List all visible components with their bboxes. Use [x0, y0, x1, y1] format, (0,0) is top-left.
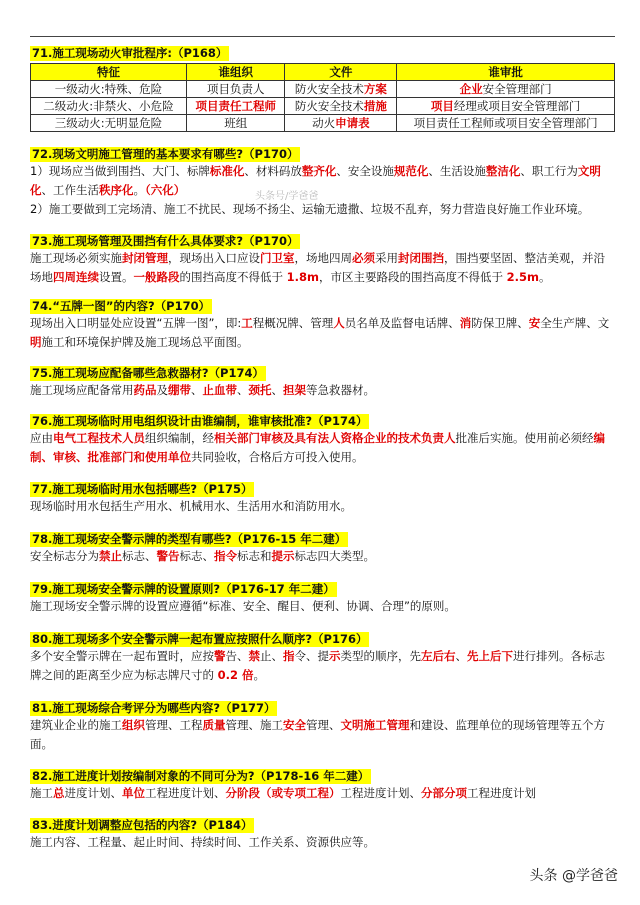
- text-segment: 1）现场应当做到围挡、大门、标牌: [30, 164, 210, 178]
- highlight-text: 申请表: [335, 116, 370, 130]
- text-segment: 、工作生活: [41, 183, 99, 197]
- highlight-text: 一般路段: [133, 270, 180, 284]
- text-segment: 工程进度计划: [467, 786, 536, 800]
- highlight-text: 门卫室: [260, 251, 295, 265]
- highlight-text: 单位: [122, 786, 145, 800]
- highlight-text: 必须: [352, 251, 375, 265]
- highlight-text: 安全: [283, 718, 306, 732]
- text-segment: 标志和: [237, 549, 272, 563]
- text-segment: 和建设、监理单位的现场管理等五个方面。: [30, 718, 605, 751]
- highlight-text: 人: [333, 316, 345, 330]
- text-segment: 安全标志分为: [30, 549, 99, 563]
- question-81-answer: [30, 716, 615, 754]
- highlight-text: 1.8m: [286, 270, 320, 284]
- table-cell: [31, 98, 187, 115]
- text-segment: 一级动火:特殊、危险: [54, 82, 163, 96]
- table-cell: [285, 115, 397, 132]
- table-row: [31, 98, 615, 115]
- text-segment: 施工和环境保护牌及施工现场总平面图。: [41, 335, 249, 349]
- answer-paragraph: [30, 547, 615, 566]
- highlight-text: 安: [528, 316, 541, 330]
- text-segment: 标志、: [122, 549, 157, 563]
- highlight-text: （六化）: [145, 183, 186, 197]
- text-segment: ，场地四周: [294, 251, 352, 265]
- highlight-text: 禁: [248, 649, 260, 663]
- text-segment: 现场出入口明显处应设置“五牌一图”，即:: [30, 316, 242, 330]
- text-segment: 、: [237, 383, 249, 397]
- text-segment: 组织编制，经: [145, 431, 214, 445]
- highlight-text: 四周连续: [53, 270, 99, 284]
- highlight-text: 止血带: [202, 383, 237, 397]
- text-segment: ，市区主要路段的围挡高度不得低于: [319, 270, 507, 284]
- top-rule: [30, 36, 615, 37]
- text-segment: 二级动火:非禁火、小危险: [43, 99, 174, 113]
- question-71-title: 71.施工现场动火审批程序:（P168）: [32, 46, 228, 60]
- table-cell: [186, 115, 285, 132]
- table-header-cell: 文件: [285, 64, 397, 81]
- answer-paragraph: [30, 716, 615, 754]
- text-segment: 设置。: [99, 270, 134, 284]
- text-segment: 批准后实施。使用前必须经: [455, 431, 594, 445]
- text-segment: 、生活设施: [428, 164, 486, 178]
- text-segment: 防火安全技术: [294, 99, 364, 113]
- text-segment: 项目负责人: [206, 82, 265, 96]
- question-74-title: 74.“五牌一图”的内容?（P170）: [32, 299, 211, 313]
- question-79: [30, 578, 615, 616]
- fire-permit-table: [30, 63, 615, 132]
- highlight-text: 0.2 倍: [217, 668, 254, 682]
- question-80: [30, 628, 615, 685]
- table-header-cell: 特征: [31, 64, 187, 81]
- text-segment: 等急救器材。: [306, 383, 375, 397]
- text-segment: 防保卫牌、: [471, 316, 529, 330]
- answer-paragraph: [30, 784, 615, 803]
- question-77: [30, 478, 615, 516]
- highlight-text: 明: [30, 335, 42, 349]
- question-80-answer: [30, 647, 615, 685]
- answer-paragraph: [30, 162, 615, 200]
- answer-paragraph: [30, 597, 615, 616]
- text-segment: 进行排列。各标志牌之间的距离至少应为标志牌尺寸的: [30, 649, 605, 682]
- highlight-text: 企业: [459, 82, 483, 96]
- question-72: [30, 143, 615, 219]
- text-segment: 员名单及监督电话牌、: [344, 316, 460, 330]
- text-segment: 施工现场应配备常用: [30, 383, 134, 397]
- text-segment: 工程进度计划、: [340, 786, 421, 800]
- answer-paragraph: [30, 497, 615, 516]
- answer-paragraph: [30, 200, 615, 219]
- table-header-cell: 谁组织: [186, 64, 285, 81]
- table-row: [31, 115, 615, 132]
- question-82: [30, 765, 615, 803]
- highlight-text: 担架: [283, 383, 306, 397]
- text-segment: 建筑业企业的施工: [30, 718, 122, 732]
- text-segment: 施工现场安全警示牌的设置应遵循“标准、安全、醒目、便利、协调、合理”的原则。: [30, 599, 456, 613]
- highlight-text: 总: [53, 786, 65, 800]
- question-76-answer: [30, 429, 615, 467]
- text-segment: 共同验收，合格后方可投入使用。: [191, 450, 364, 464]
- highlight-text: 文明化: [30, 164, 601, 197]
- text-segment: 管理、工程: [145, 718, 203, 732]
- highlight-text: 整齐化: [301, 164, 337, 178]
- text-segment: 。: [253, 668, 266, 682]
- text-segment: 。: [133, 183, 145, 197]
- highlight-text: 2.5m: [506, 270, 540, 284]
- text-segment: 管理、: [306, 718, 341, 732]
- text-segment: 、材料码放: [244, 164, 302, 178]
- highlight-text: 文明施工管理: [340, 718, 410, 732]
- answer-paragraph: [30, 647, 615, 685]
- highlight-text: 封闭管理: [122, 251, 168, 265]
- text-segment: 程概况牌、管理: [252, 316, 334, 330]
- question-82-answer: [30, 784, 615, 803]
- author-watermark: 头条 @学爸爸: [529, 868, 618, 884]
- highlight-text: 规范化: [393, 164, 429, 178]
- highlight-text: 秩序化: [99, 183, 134, 197]
- question-75-answer: [30, 381, 615, 400]
- table-cell: [285, 81, 397, 98]
- text-segment: 告、: [225, 649, 249, 663]
- text-segment: 止、: [260, 649, 283, 663]
- table-cell: [186, 98, 285, 115]
- question-78-answer: [30, 547, 615, 566]
- highlight-text: 指: [283, 649, 295, 663]
- text-segment: 的围挡高度不得低于: [179, 270, 287, 284]
- question-81-title: 81.施工现场综合考评分为哪些内容?（P177）: [32, 701, 276, 715]
- highlight-text: 分部分项: [421, 786, 467, 800]
- text-segment: 全生产牌、文: [540, 316, 610, 330]
- text-segment: 采用: [375, 251, 398, 265]
- highlight-text: 方案: [363, 82, 387, 96]
- highlight-text: 组织: [122, 718, 145, 732]
- highlight-text: 消: [459, 316, 472, 330]
- text-segment: 标志、: [179, 549, 214, 563]
- highlight-text: 封闭围挡: [398, 251, 444, 265]
- text-segment: 、: [191, 383, 203, 397]
- table-cell: [31, 81, 187, 98]
- text-segment: 、安全设施: [336, 164, 394, 178]
- text-segment: 管理、施工: [225, 718, 283, 732]
- answer-paragraph: [30, 381, 615, 400]
- highlight-text: 警: [214, 649, 226, 663]
- question-83: [30, 814, 615, 852]
- highlight-text: 相关部门审核及具有法人资格企业的技术负责人: [214, 431, 456, 445]
- text-segment: 、: [271, 383, 283, 397]
- question-83-title: 83.进度计划调整应包括的内容?（P184）: [32, 818, 253, 832]
- answer-paragraph: [30, 314, 615, 352]
- question-81: [30, 697, 615, 754]
- highlight-text: 项目责任工程师: [195, 99, 276, 113]
- text-segment: 应由: [30, 431, 53, 445]
- question-83-answer: [30, 833, 615, 852]
- question-77-title: 77.施工现场临时用水包括哪些?（P175）: [32, 482, 253, 496]
- highlight-text: 质量: [202, 718, 226, 732]
- text-segment: 标志四大类型。: [294, 549, 375, 563]
- question-73: [30, 230, 615, 287]
- question-75: [30, 362, 615, 400]
- text-segment: 及: [156, 383, 168, 397]
- question-78-title: 78.施工现场安全警示牌的类型有哪些?（P176-15 年二建）: [32, 532, 347, 546]
- text-segment: 令、提: [294, 649, 329, 663]
- text-segment: 。: [539, 270, 551, 284]
- highlight-text: 药品: [133, 383, 157, 397]
- faint-watermark: 头条号/学爸爸: [255, 191, 319, 202]
- text-segment: 工程进度计划、: [145, 786, 226, 800]
- text-segment: 动火: [312, 116, 336, 130]
- table-cell: [186, 81, 285, 98]
- question-74: [30, 295, 615, 352]
- question-79-answer: [30, 597, 615, 616]
- question-73-title: 73.施工现场管理及围挡有什么具体要求?（P170）: [32, 234, 299, 248]
- highlight-text: 措施: [363, 99, 387, 113]
- question-72-title: 72.现场文明施工管理的基本要求有哪些?（P170）: [32, 147, 299, 161]
- highlight-text: 左后右: [421, 649, 456, 663]
- text-segment: 施工内容、工程量、起止时间、持续时间、工作关系、资源供应等。: [30, 835, 375, 849]
- question-79-title: 79.施工现场安全警示牌的设置原则?（P176-17 年二建）: [32, 582, 335, 596]
- question-76: [30, 410, 615, 467]
- question-82-title: 82.施工进度计划按编制对象的不同可分为?（P178-16 年二建）: [32, 769, 370, 783]
- highlight-text: 标准化: [209, 164, 245, 178]
- answer-paragraph: [30, 249, 615, 287]
- text-segment: 进度计划、: [64, 786, 122, 800]
- text-segment: ，围挡要坚固、整洁美观，并沿场地: [30, 251, 605, 284]
- highlight-text: 分阶段（或专项工程）: [225, 786, 341, 800]
- table-cell: [31, 115, 187, 132]
- highlight-text: 整洁化: [485, 164, 521, 178]
- highlight-text: 禁止: [99, 549, 122, 563]
- text-segment: 现场临时用水包括生产用水、机械用水、生活用水和消防用水。: [30, 499, 352, 513]
- text-segment: 施工: [30, 786, 53, 800]
- text-segment: 经理或项目安全管理部门: [453, 99, 581, 113]
- table-cell: [397, 98, 615, 115]
- text-segment: 2）施工要做到工完场清、施工不扰民、现场不扬尘、运输无遗撒、垃圾不乱弃，努力营造良好施工作业环境。: [30, 202, 590, 216]
- question-76-title: 76.施工现场临时用电组织设计由谁编制，谁审核批准?（P174）: [32, 414, 368, 428]
- question-73-answer: [30, 249, 615, 287]
- highlight-text: 指令: [214, 549, 237, 563]
- text-segment: 、: [455, 649, 467, 663]
- question-80-title: 80.施工现场多个安全警示牌一起布置应按照什么顺序?（P176）: [32, 632, 368, 646]
- question-78: [30, 528, 615, 566]
- question-72-answer: [30, 162, 615, 219]
- question-71: [30, 42, 615, 132]
- highlight-text: 工: [241, 316, 253, 330]
- text-segment: 安全管理部门: [482, 82, 552, 96]
- highlight-text: 先上后下: [467, 649, 513, 663]
- question-74-answer: [30, 314, 615, 352]
- answer-paragraph: [30, 429, 615, 467]
- highlight-text: 颈托: [248, 383, 272, 397]
- text-segment: 三级动火:无明显危险: [54, 116, 163, 130]
- highlight-text: 提示: [271, 549, 295, 563]
- question-75-title: 75.施工现场应配备哪些急救器材?（P174）: [32, 366, 264, 380]
- table-cell: [285, 98, 397, 115]
- table-row: [31, 81, 615, 98]
- text-segment: 类型的顺序，先: [340, 649, 421, 663]
- text-segment: 项目责任工程师或项目安全管理部门: [413, 116, 598, 130]
- text-segment: 班组: [224, 116, 248, 130]
- table-header-cell: 谁审批: [397, 64, 615, 81]
- text-segment: ，现场出入口应设: [168, 251, 260, 265]
- answer-paragraph: [30, 833, 615, 852]
- text-segment: 防火安全技术: [294, 82, 364, 96]
- question-77-answer: [30, 497, 615, 516]
- text-segment: 、职工行为: [520, 164, 578, 178]
- text-segment: 多个安全警示牌在一起布置时，应按: [30, 649, 214, 663]
- highlight-text: 示: [329, 649, 341, 663]
- highlight-text: 编制、审核、批准部门和使用单位: [30, 431, 605, 464]
- highlight-text: 警告: [156, 549, 180, 563]
- table-cell: [397, 81, 615, 98]
- text-segment: 施工现场必须实施: [30, 251, 122, 265]
- highlight-text: 电气工程技术人员: [53, 431, 145, 445]
- highlight-text: 项目: [430, 99, 454, 113]
- table-cell: [397, 115, 615, 132]
- highlight-text: 绷带: [168, 383, 191, 397]
